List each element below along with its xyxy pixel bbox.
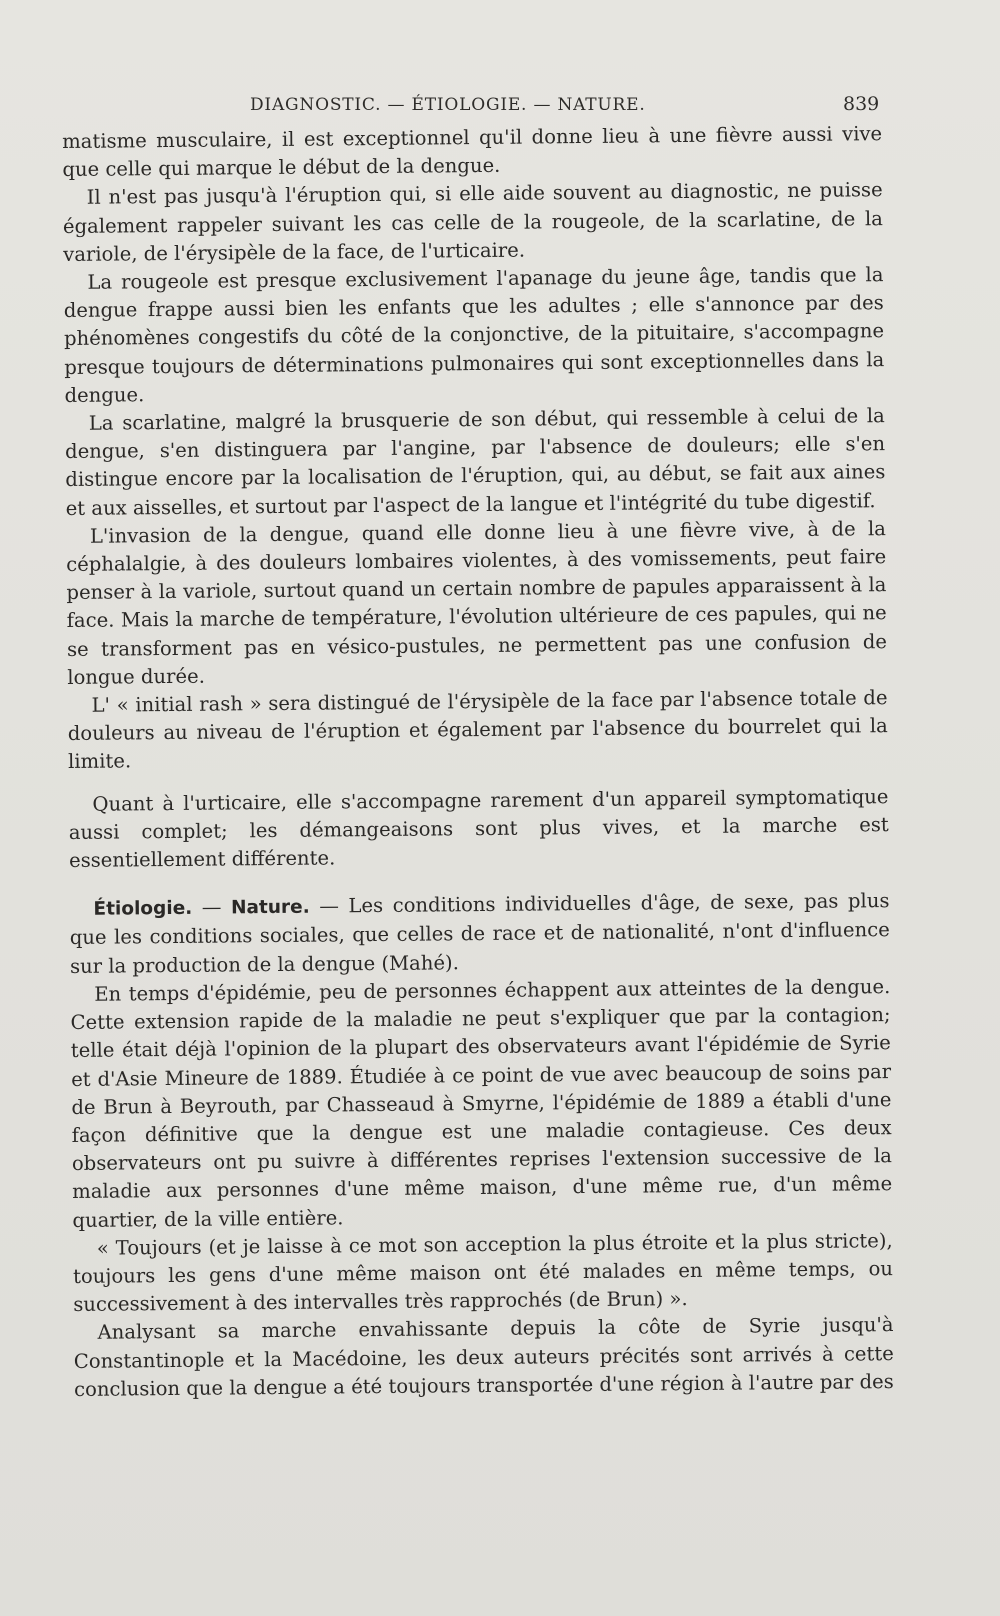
paragraph-continuation: matisme musculaire, il est exceptionnel qu'il donne lieu à une fièvre aussi vive que celle qui marque le début de la dengue. bbox=[62, 122, 883, 182]
body-text bbox=[62, 120, 894, 1404]
section-heading-etiologie: Étiologie. bbox=[93, 898, 193, 921]
paragraph-scarlatine: La scarlatine, malgré la brusquerie de son début, qui ressemble à celui de la dengue, s'en distinguera par l'angine, par l'absence de douleurs; elle s'en distingue encore par la localisation de l'éruption, qui, au début, se fait aux aines et aux aisselles, et surtout par l'aspect de la langue et l'intégrité du tube digestif. bbox=[64, 404, 886, 520]
paragraph-transport: Analysant sa marche envahissante depuis la côte de Syrie jusqu'à Constantinople et la Macédoine, les deux auteurs précités sont arrivés à cette conclusion que la dengue a été toujours transportée d'une région à l'autre par des bbox=[73, 1313, 894, 1401]
running-head: DIAGNOSTIC. — ÉTIOLOGIE. — NATURE. bbox=[250, 95, 646, 115]
page-number: 839 bbox=[843, 93, 880, 115]
paragraph-urticaire: Quant à l'urticaire, elle s'accompagne rarement d'un appareil symptomatique aussi complet; les démangeaisons sont plus vives, et la marche est essentiellement différente. bbox=[68, 784, 889, 873]
paragraph-quote-brun: « Toujours (et je laisse à ce mot son acception la plus étroite et la plus stricte), toujours les gens d'une même maison ont été malades en même temps, ou successivement à des intervalles très rapprochés (de Brun) ». bbox=[72, 1228, 894, 1317]
section-heading-nature: Nature. bbox=[230, 896, 310, 919]
paragraph-variole: L'invasion de la dengue, quand elle donne lieu à une fièvre vive, à de la céphalalgie, à des douleurs lombaires violentes, à des vomissements, peut faire penser à la variole, surtout quand un certain nombre de papules apparaissent à la face. Mais la marche de température, l'évolution ultérieure de ces papules, qui ne se transforment pas en vésico-pustules, ne permettent pas une confusion de longue durée. bbox=[66, 516, 888, 689]
section-dash: — bbox=[192, 895, 232, 920]
section-dash: — bbox=[309, 894, 349, 918]
section-first-paragraph: Les conditions individuelles d'âge, de sexe, pas plus que les conditions sociales, que celles de race et de nationalité, n'ont d'influence sur la production de la dengue (Mahé). bbox=[69, 889, 890, 978]
paragraph-rougeole: La rougeole est presque exclusivement l'apanage du jeune âge, tandis que la dengue frappe aussi bien les enfants que les adultes ; elle s'annonce par des phénomènes congestifs du côté de la conjonctive, de la pituitaire, s'accompagne presque toujours de déterminations pulmonaires qui sont exceptionnelles dans la dengue. bbox=[63, 263, 885, 407]
paragraph-initial-rash: L' « initial rash » sera distingué de l'érysipèle de la face par l'absence totale de douleurs au niveau de l'éruption et également par l'absence du bourrelet qui la limite. bbox=[67, 686, 888, 774]
section-etiologie-paragraph bbox=[69, 887, 890, 980]
paragraph-eruption: Il n'est pas jusqu'à l'éruption qui, si elle aide souvent au diagnostic, ne puisse également rappeler suivant les cas celle de la rougeole, de la scarlatine, de la variole, de l'érysipèle de la face, de l'urticaire. bbox=[62, 178, 884, 266]
paragraph-contagion: En temps d'épidémie, peu de personnes échappent aux atteintes de la dengue. Cette extension rapide de la maladie ne peut s'expliquer que par la contagion; telle était déjà l'opinion de la plupart des observateurs avant l'épidémie de Syrie et d'Asie Mineure de 1889. Étudiée à ce point de vue avec beaucoup de soins par de Brun à Beyrouth, par Chasseaud à Smyrne, l'épidémie de 1889 a établi d'une façon définitive que la dengue est une maladie contagieuse. Ces deux observateurs ont pu suivre à différentes reprises l'extension successive de la maladie aux personnes d'une même maison, d'une même rue, d'un même quartier, de la ville entière. bbox=[70, 974, 893, 1232]
